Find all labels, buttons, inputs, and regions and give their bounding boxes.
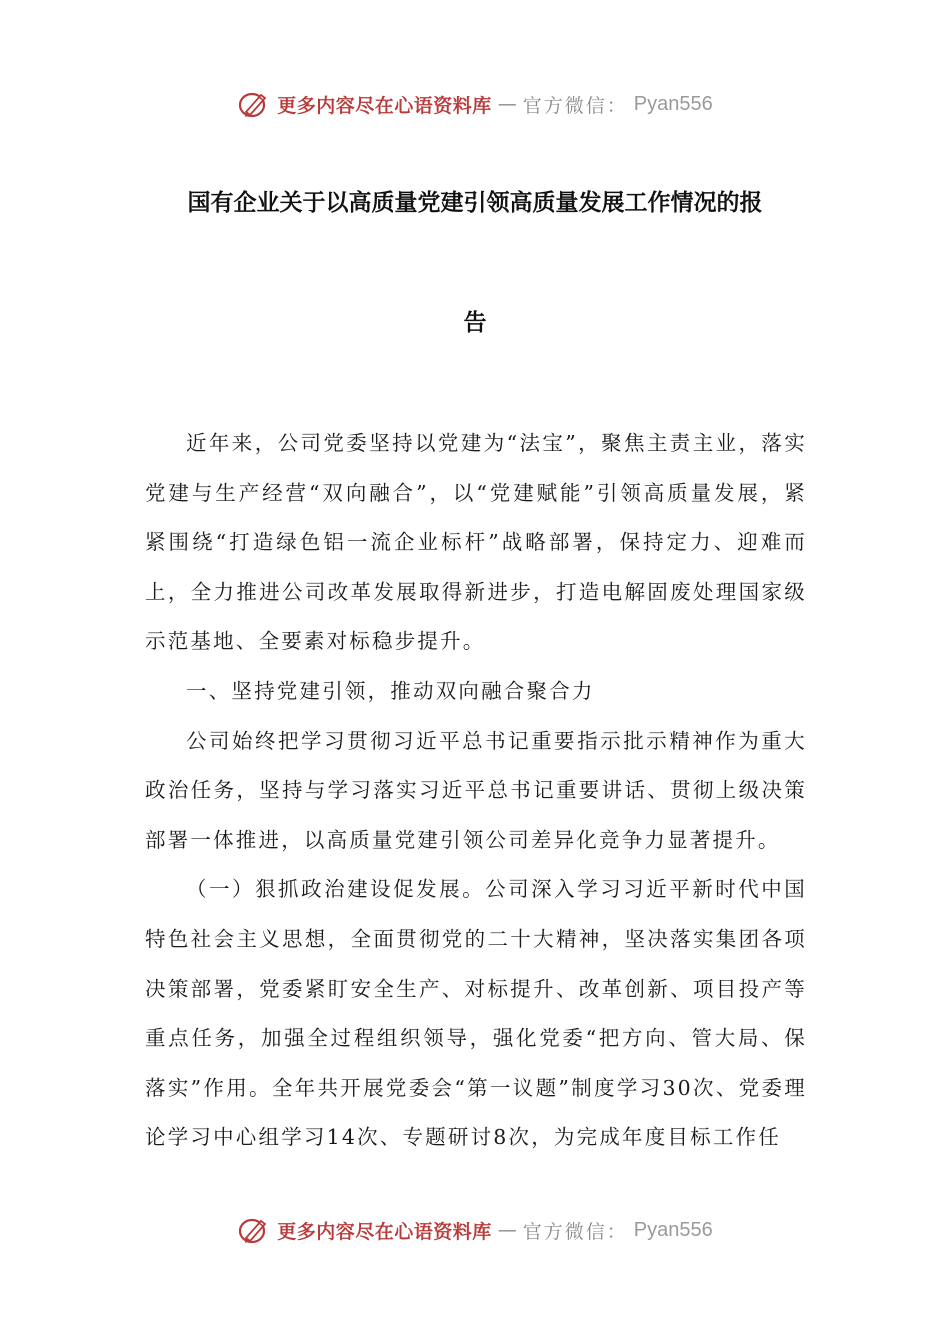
document-body (145, 419, 807, 1163)
banner-wechat-id: Pyan556 (633, 1218, 713, 1241)
banner-separator: — (497, 1219, 517, 1241)
paragraph-subsection-1: （一）狠抓政治建设促发展。公司深入学习习近平新时代中国特色社会主义思想，全面贯彻党的二十大精神，坚决落实集团各项决策部署，党委紧盯安全生产、对标提升、改革创新、项目投产等重点任务，加强全过程组织领导，强化党委“把方向、管大局、保落实”作用。全年共开展党委会“第一议题”制度学习30次、党委理论学习中心组学习14次、专题研讨8次，为完成年度目标工作任 (145, 877, 807, 1150)
section-heading-1: 一、坚持党建引领，推动双向融合聚合力 (186, 678, 595, 703)
document-title-line2: 告 (463, 310, 487, 336)
paragraph-section-1-intro: 公司始终把学习贯彻习近平总书记重要指示批示精神作为重大政治任务，坚持与学习落实习近平总书记重要讲话、贯彻上级决策部署一体推进，以高质量党建引领公司差异化竞争力显著提升。 (145, 728, 807, 852)
banner-separator: — (497, 93, 517, 115)
banner-site-text: 更多内容尽在心语资料库 (277, 1220, 492, 1243)
footer-banner (0, 1208, 950, 1252)
banner-wechat-label: 官方微信： (522, 94, 628, 117)
pen-logo-icon (237, 87, 271, 121)
document-title-line1: 国有企业关于以高质量党建引领高质量发展工作情况的报 (187, 190, 763, 216)
banner-wechat-id: Pyan556 (633, 92, 713, 115)
paragraph-intro: 近年来，公司党委坚持以党建为“法宝”，聚焦主责主业，落实党建与生产经营“双向融合”，以“党建赋能”引领高质量发展，紧紧围绕“打造绿色铝一流企业标杆”战略部署，保持定力、迎难而上，全力推进公司改革发展取得新进步，打造电解固废处理国家级示范基地、全要素对标稳步提升。 (145, 431, 807, 654)
banner-wechat-label: 官方微信： (522, 1220, 628, 1243)
banner-site-text: 更多内容尽在心语资料库 (277, 94, 492, 117)
pen-logo-icon (237, 1213, 271, 1247)
header-banner (0, 82, 950, 126)
